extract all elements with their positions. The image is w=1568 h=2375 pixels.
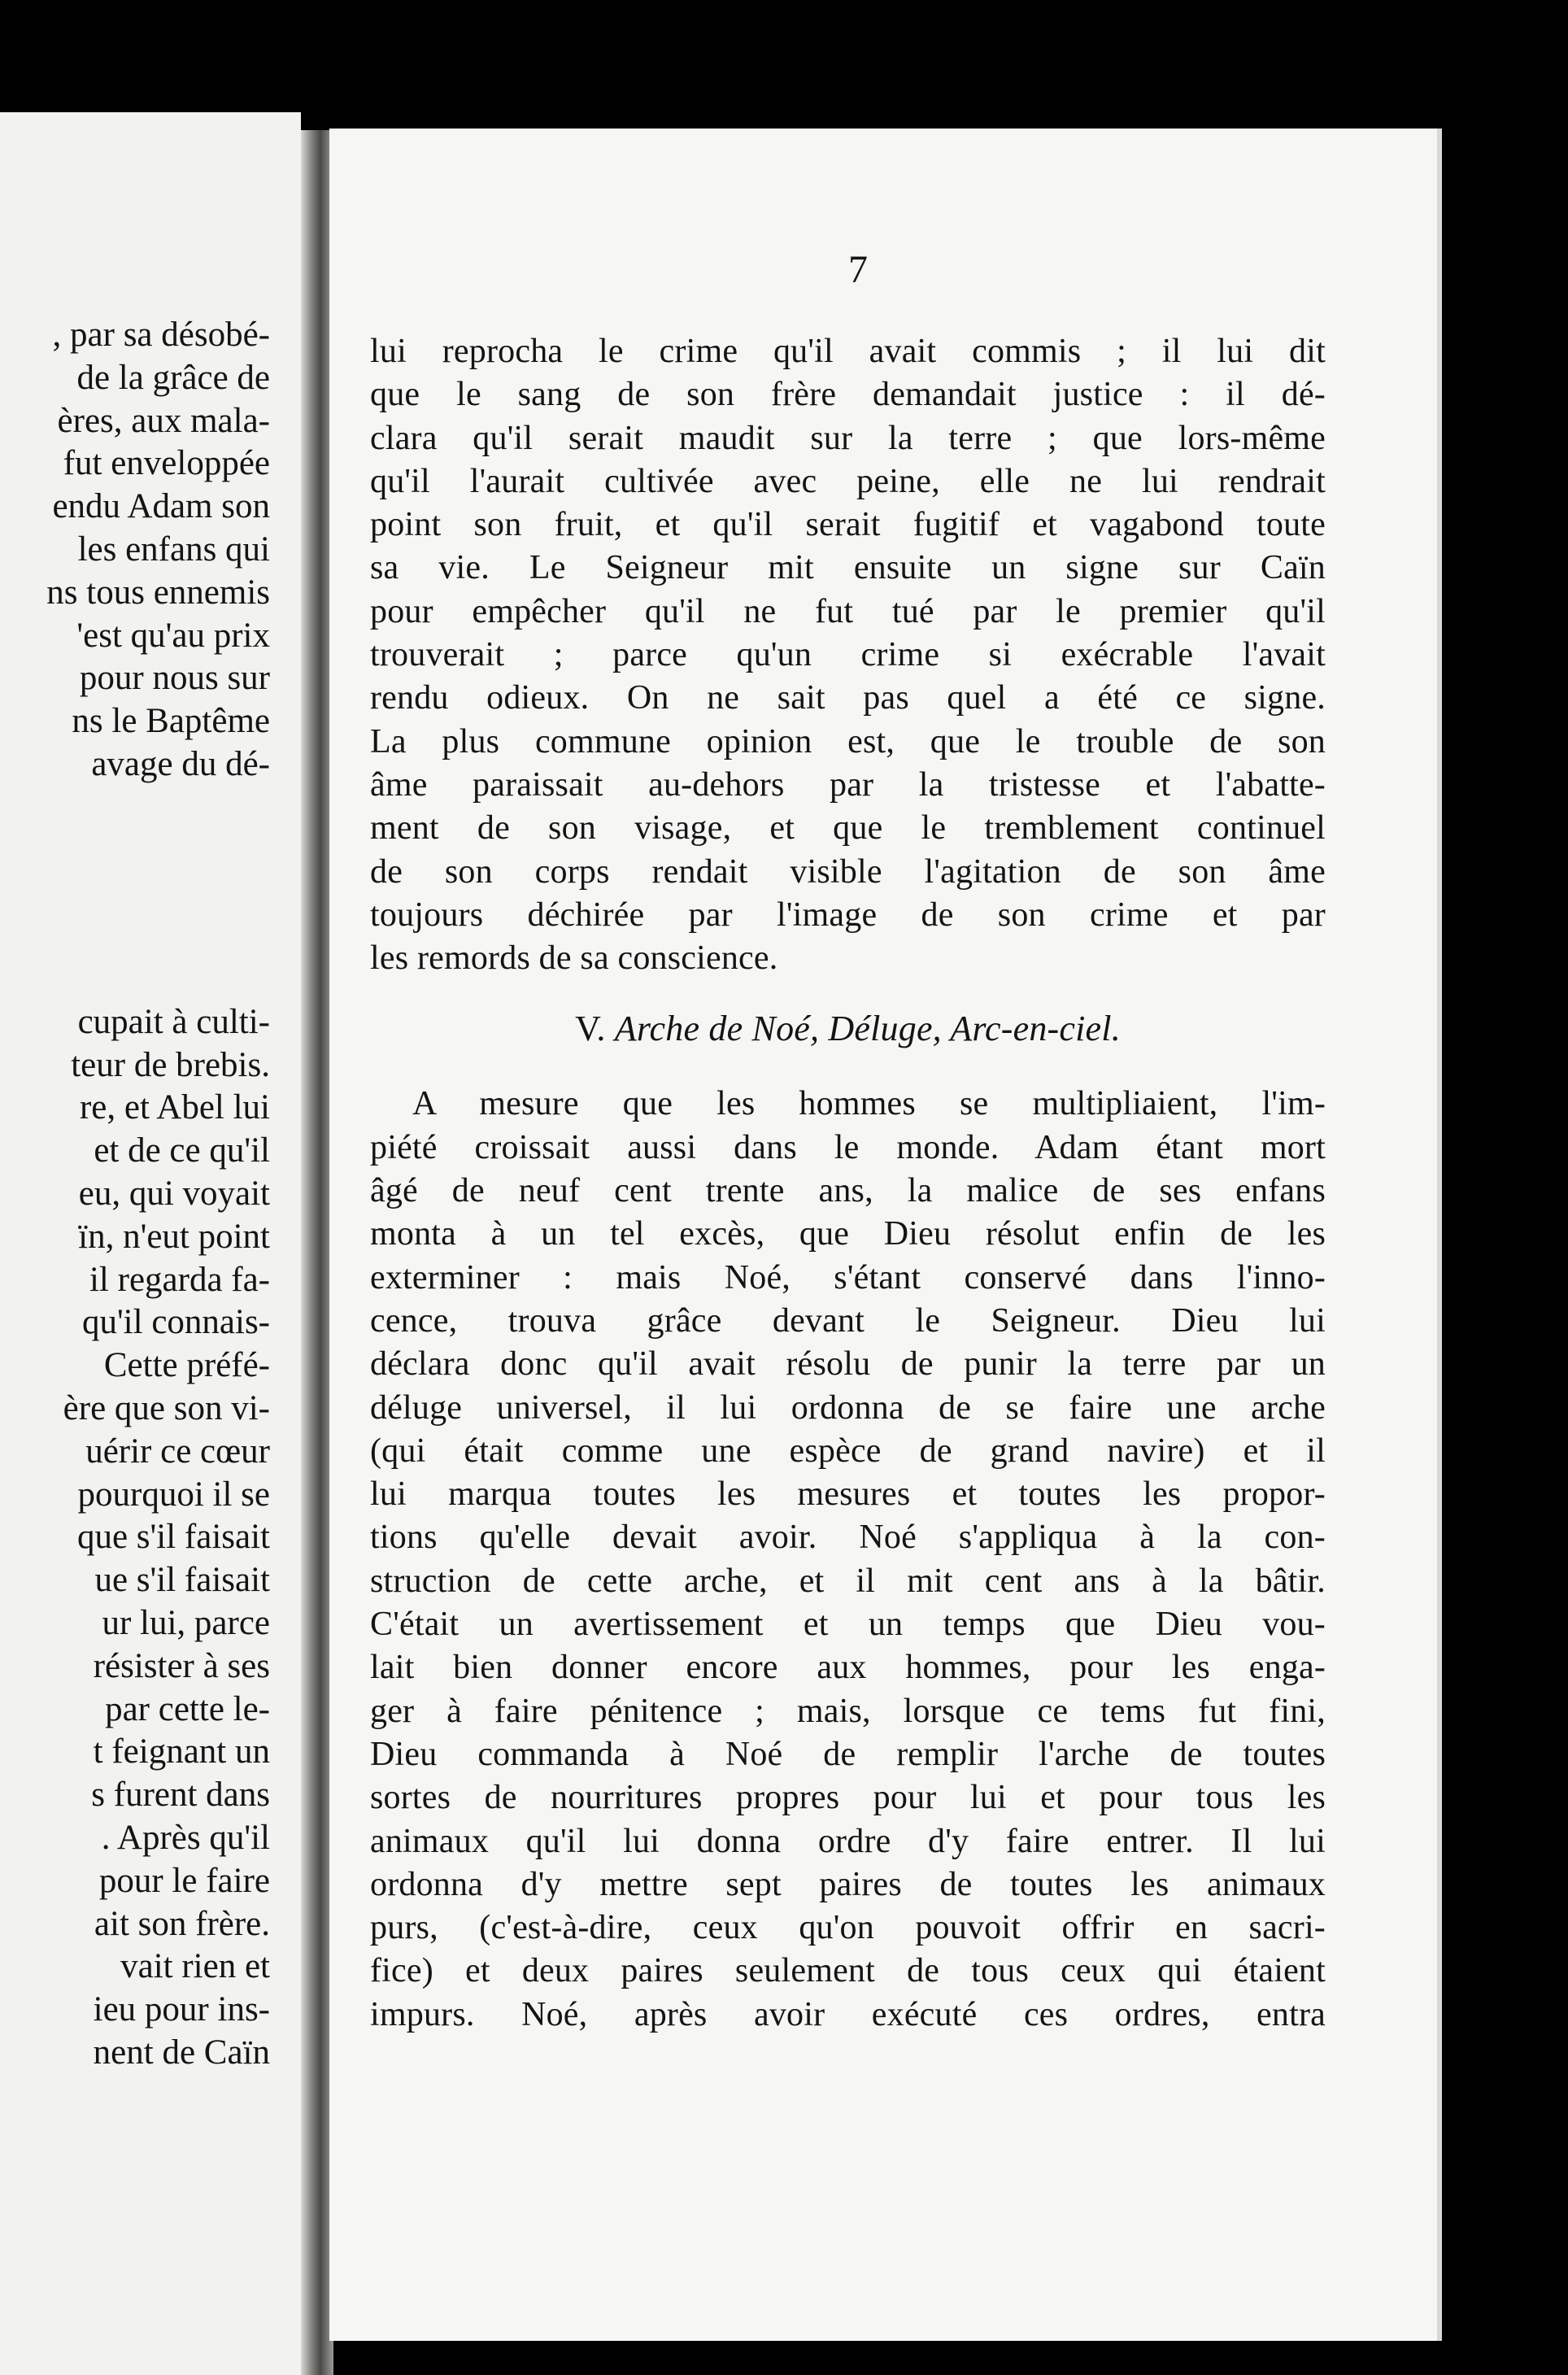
text-line: exterminer : mais Noé, s'étant conservé dans l'inno-: [370, 1258, 1326, 1296]
current-page: [329, 129, 1437, 2341]
previous-page-line: vait rien et: [120, 1947, 270, 1986]
previous-page-text: [0, 314, 270, 2075]
text-line: point son fruit, et qu'il serait fugitif et vagabond toute: [370, 506, 1326, 544]
previous-page-line: t feignant un: [93, 1732, 270, 1771]
text-line: tions qu'elle devait avoir. Noé s'appliqua à la con-: [370, 1519, 1326, 1557]
text-line: lui reprocha le crime qu'il avait commis ; il lui dit: [370, 333, 1326, 370]
section-number: V.: [575, 1009, 606, 1049]
previous-page-line: ieu pour ins-: [93, 1990, 270, 2029]
previous-page-line: ns tous ennemis: [46, 573, 270, 612]
text-line: fice) et deux paires seulement de tous ceux qui étaient: [370, 1952, 1326, 1990]
text-line: Dieu commanda à Noé de remplir l'arche de toutes: [370, 1735, 1326, 1773]
section-title: Arche de Noé, Déluge, Arc-en-ciel.: [614, 1009, 1121, 1049]
previous-page-line: par cette le-: [105, 1689, 270, 1728]
previous-page-line: que s'il faisait: [76, 1518, 270, 1557]
previous-page-line: ue s'il faisait: [94, 1561, 270, 1600]
previous-page-line: eu, qui voyait: [78, 1174, 270, 1213]
paragraph-noah-ark: [370, 1083, 1326, 2037]
previous-page-line: et de ce qu'il: [94, 1131, 270, 1170]
previous-page-line: nent de Caïn: [93, 2033, 270, 2072]
text-line: impurs. Noé, après avoir exécuté ces ordres, entra: [370, 1995, 1326, 2033]
previous-page-line: ait son frère.: [94, 1904, 270, 1943]
previous-page-line: de la grâce de: [76, 358, 270, 397]
previous-page-line: ïn, n'eut point: [78, 1217, 270, 1256]
text-line: cence, trouva grâce devant le Seigneur. Dieu lui: [370, 1301, 1326, 1340]
previous-page-line: ur lui, parce: [102, 1603, 270, 1642]
previous-page-line: ns le Baptême: [72, 702, 270, 741]
previous-page-line: . Après qu'il: [101, 1818, 270, 1857]
text-line: lait bien donner encore aux hommes, pour les enga-: [370, 1649, 1326, 1687]
book-gutter: [301, 130, 333, 2375]
previous-page-text-top: [0, 314, 270, 787]
previous-page-line: avage du dé-: [91, 744, 270, 783]
text-line: les remords de sa conscience.: [370, 939, 778, 978]
text-line: clara qu'il serait maudit sur la terre ; que lors-même: [370, 419, 1326, 457]
previous-page-line: les enfans qui: [77, 529, 270, 569]
previous-page-line: résister à ses: [93, 1646, 270, 1685]
previous-page-line: endu Adam son: [52, 487, 270, 526]
text-line: rendu odieux. On ne sait pas quel a été ce signe.: [370, 679, 1326, 717]
text-line: ment de son visage, et que le tremblement continuel: [370, 809, 1326, 848]
text-line: A mesure que les hommes se multipliaient, l'im-: [412, 1085, 1326, 1123]
previous-page-text-gap: [0, 787, 270, 1001]
text-line: de son corps rendait visible l'agitation de son âme: [370, 852, 1326, 891]
page-body: [370, 330, 1326, 2037]
previous-page-text-bottom: [0, 1001, 270, 2075]
text-line: sa vie. Le Seigneur mit ensuite un signe sur Caïn: [370, 549, 1326, 587]
text-line: animaux qu'il lui donna ordre d'y faire entrer. Il lui: [370, 1822, 1326, 1860]
text-line: déclara donc qu'il avait résolu de punir la terre par un: [370, 1345, 1326, 1384]
previous-page-fragment: [0, 112, 301, 2375]
text-line: piété croissait aussi dans le monde. Adam étant mort: [370, 1128, 1326, 1166]
previous-page-line: cupait à culti-: [77, 1002, 270, 1041]
previous-page-line: re, et Abel lui: [79, 1088, 270, 1127]
text-line: qu'il l'aurait cultivée avec peine, elle ne lui rendrait: [370, 462, 1326, 500]
previous-page-line: pour nous sur: [79, 659, 270, 698]
previous-page-line: Cette préfé-: [103, 1346, 270, 1385]
text-line: trouverait ; parce qu'un crime si exécrable l'avait: [370, 636, 1326, 674]
previous-page-line: 'est qu'au prix: [76, 616, 270, 655]
previous-page-line: uérir ce cœur: [85, 1432, 270, 1471]
text-line: âgé de neuf cent trente ans, la malice de ses enfans: [370, 1172, 1326, 1210]
paragraph-cain-punishment: [370, 330, 1326, 980]
section-heading: [370, 980, 1326, 1078]
text-line: toujours déchirée par l'image de son crime et par: [370, 896, 1326, 934]
previous-page-line: il regarda fa-: [89, 1260, 270, 1299]
previous-page-line: s furent dans: [91, 1776, 270, 1815]
text-line: monta à un tel excès, que Dieu résolut enfin de les: [370, 1215, 1326, 1253]
text-line: (qui était comme une espèce de grand navire) et il: [370, 1432, 1326, 1470]
text-line: pour empêcher qu'il ne fut tué par le premier qu'il: [370, 592, 1326, 630]
text-line: purs, (c'est-à-dire, ceux qu'on pouvoit offrir en sacri-: [370, 1909, 1326, 1947]
text-line: que le sang de son frère demandait justice : il dé-: [370, 376, 1326, 414]
text-line: âme paraissait au-dehors par la tristesse et l'abatte-: [370, 765, 1326, 804]
text-line: C'était un avertissement et un temps que Dieu vou-: [370, 1606, 1326, 1644]
text-line: struction de cette arche, et il mit cent ans à la bâtir.: [370, 1562, 1326, 1600]
text-line: sortes de nourritures propres pour lui et pour tous les: [370, 1779, 1326, 1817]
previous-page-line: , par sa désobé-: [52, 316, 270, 354]
previous-page-line: fut enveloppée: [63, 444, 270, 483]
text-line: déluge universel, il lui ordonna de se faire une arche: [370, 1388, 1326, 1427]
previous-page-line: pourquoi il se: [77, 1475, 270, 1514]
previous-page-line: qu'il connais-: [81, 1303, 270, 1342]
page-number: 7: [848, 248, 868, 291]
text-line: lui marqua toutes les mesures et toutes les propor-: [370, 1475, 1326, 1514]
text-line: ordonna d'y mettre sept paires de toutes les animaux: [370, 1865, 1326, 1903]
previous-page-line: ère que son vi-: [63, 1388, 270, 1427]
text-line: La plus commune opinion est, que le trouble de son: [370, 722, 1326, 760]
previous-page-line: pour le faire: [98, 1861, 270, 1900]
previous-page-line: ères, aux mala-: [57, 401, 270, 440]
text-line: ger à faire pénitence ; mais, lorsque ce tems fut fini,: [370, 1692, 1326, 1730]
previous-page-line: teur de brebis.: [71, 1045, 270, 1084]
